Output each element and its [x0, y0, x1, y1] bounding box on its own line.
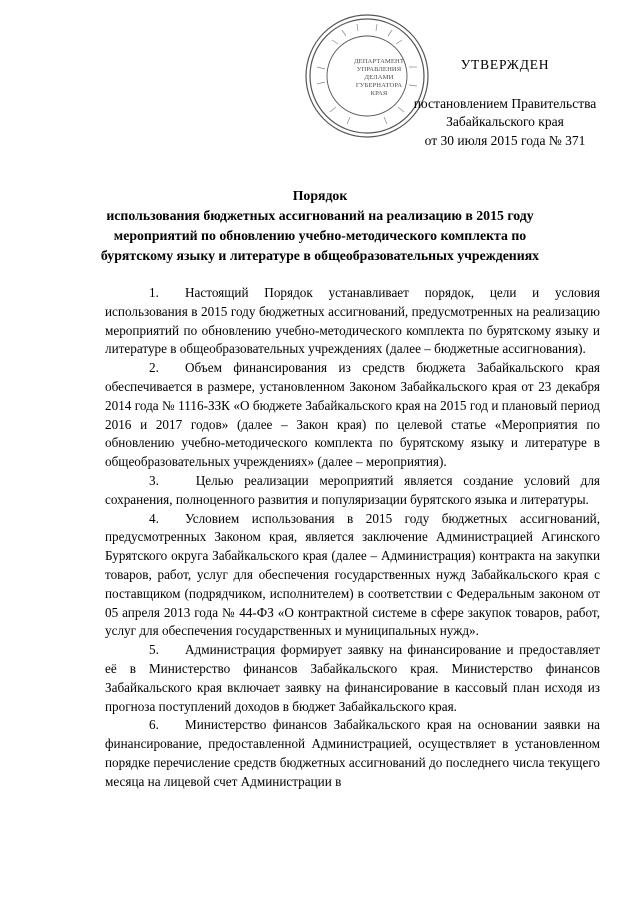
- document-body: [105, 284, 600, 792]
- approval-line-3: от 30 июля 2015 года № 371: [424, 133, 586, 148]
- paragraph-number: 4.: [149, 510, 159, 526]
- approval-line-1: постановлением Правительства: [413, 96, 597, 111]
- paragraph-number: 1.: [149, 285, 159, 300]
- paragraph-text: Министерство финансов Забайкальского края на основании заявки на финансирование, предоставленной Администрацией, осуществляет в установленном порядке перечисление средств бюджетных ассигнований до последнего числа текущего месяца на лицевой счет Администрации в: [105, 717, 600, 789]
- document-subtitle-line-3: бурятскому языку и литературе в общеобразовательных учреждениях: [100, 248, 540, 263]
- paragraph-3: [105, 472, 600, 510]
- paragraph-text: Целью реализации мероприятий является создание условий для сохранения, полноценного развития и популяризации бурятского языка и литературы.: [105, 472, 600, 507]
- paragraph-text: Настоящий Порядок устанавливает порядок, цели и условия использования в 2015 году бюджетных ассигнований, предусмотренных на реализацию мероприятий по обновлению учебно-методического комплекта по бурятскому языку и литературе в общеобразовательных учреждениях (далее – бюджетные ассигнования).: [105, 285, 600, 357]
- paragraph-4: [105, 510, 600, 642]
- approval-title: УТВЕРЖДЕН: [460, 57, 550, 72]
- paragraph-number: 2.: [149, 360, 159, 376]
- document-title: Порядок: [292, 188, 348, 203]
- seal-text: ДЕПАРТАМЕНТ УПРАВЛЕНИЯ ДЕЛАМИ ГУБЕРНАТОРА КРАЯ: [353, 58, 405, 97]
- paragraph-6: [105, 716, 600, 791]
- paragraph-number: 6.: [149, 717, 159, 733]
- paragraph-number: 3.: [149, 472, 159, 488]
- document-subtitle-line-2: мероприятий по обновлению учебно-методического комплекта по: [113, 228, 527, 243]
- paragraph-text: Администрация формирует заявку на финансирование и предоставляет её в Министерство финансов Забайкальского края. Министерство финансов Забайкальского края включает заявку на финансирование в кассовый план исходя из прогноза поступлений доходов в бюджет Забайкальского края.: [105, 642, 600, 714]
- paragraph-text: Условием использования в 2015 году бюджетных ассигнований, предусмотренных Законом края, является заключение Администрацией Агинского Бурятского округа Забайкальского края (далее – Администрация) контракта на закупки товаров, работ, услуг для обеспечения государственных нужд Забайкальского края с поставщиком (подрядчиком, исполнителем) в соответствии с Федеральным законом от 05 апреля 2013 года № 44-ФЗ «О контрактной системе в сфере закупок товаров, работ, услуг для обеспечения государственных и муниципальных нужд».: [105, 510, 600, 639]
- paragraph-2: [105, 359, 600, 472]
- document-subtitle-line-1: использования бюджетных ассигнований на реализацию в 2015 году: [106, 208, 534, 223]
- approval-line-2: Забайкальского края: [446, 114, 564, 129]
- paragraph-text: Объем финансирования из средств бюджета Забайкальского края обеспечивается в размере, установленном Законом Забайкальского края от 23 декабря 2014 года № 1116-ЗЗК «О бюджете Забайкальского края на 2015 год и плановый период 2016 и 2017 годов» (далее – Закон края) по целевой статье «Мероприятия по обновлению учебно-методического комплекта по бурятскому языку и литературе в общеобразовательных учреждениях» (далее – мероприятия).: [105, 360, 600, 470]
- paragraph-number: 5.: [149, 642, 159, 658]
- paragraph-5: [105, 641, 600, 716]
- paragraph-1: [105, 284, 600, 359]
